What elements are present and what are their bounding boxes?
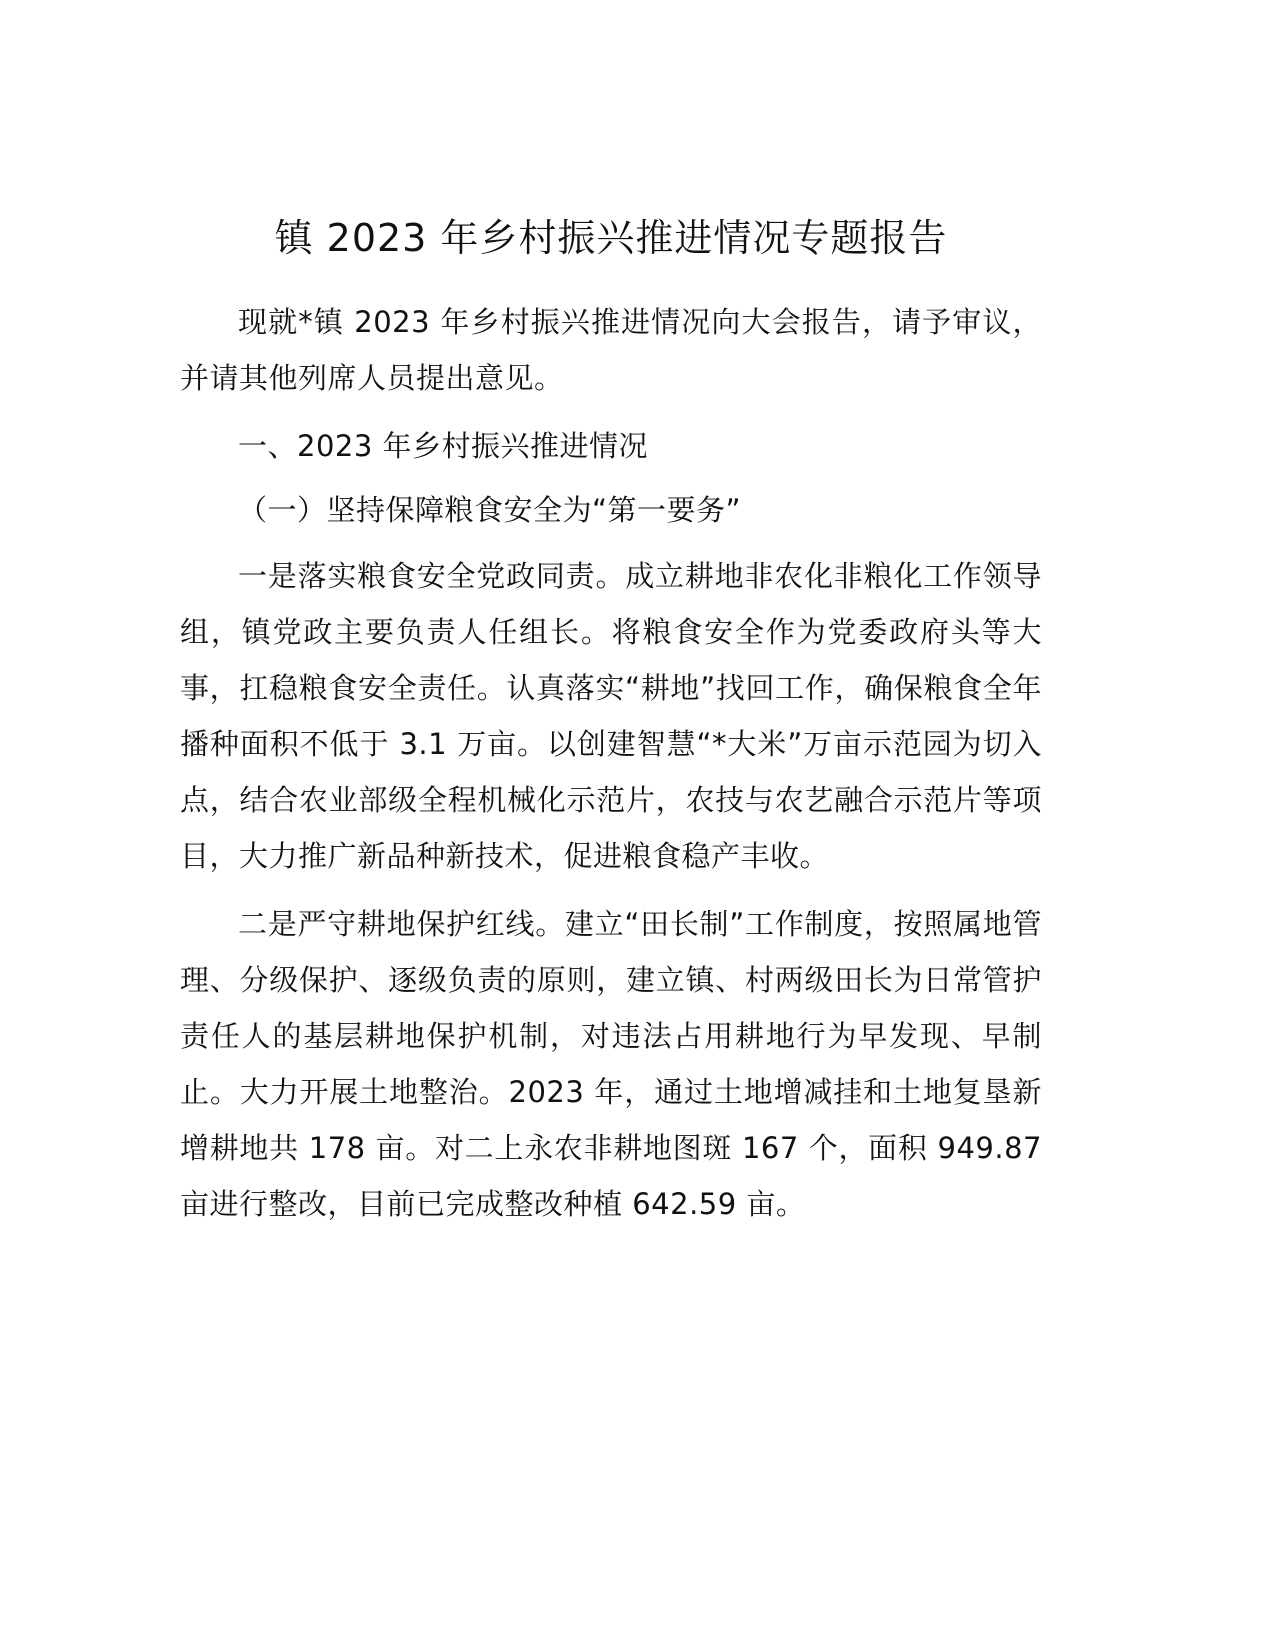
paragraph-farmland-protection: 二是严守耕地保护红线。建立“田长制”工作制度，按照属地管理、分级保护、逐级负责的原则，建立镇、村两级田长为日常管护责任人的基层耕地保护机制，对违法占用耕地行为早发现、早制止。大力开展土地整治。2023 年，通过土地增减挂和土地复垦新增耕地共 178 亩。对二上永农非耕地图斑 167 个，面积 949.87 亩进行整改，目前已完成整改种植 642.59 亩。	[180, 907, 1042, 1221]
subsection-1-heading: （一）坚持保障粮食安全为“第一要务”	[238, 493, 742, 527]
intro-paragraph: 现就*镇 2023 年乡村振兴推进情况向大会报告，请予审议，并请其他列席人员提出意见。	[180, 305, 1042, 395]
section-1-heading: 一、2023 年乡村振兴推进情况	[238, 429, 649, 463]
document-title: 镇 2023 年乡村振兴推进情况专题报告	[274, 216, 948, 260]
paragraph-grain-security: 一是落实粮食安全党政同责。成立耕地非农化非粮化工作领导组，镇党政主要负责人任组长。将粮食安全作为党委政府头等大事，扛稳粮食安全责任。认真落实“耕地”找回工作，确保粮食全年播种面积不低于 3.1 万亩。以创建智慧“*大米”万亩示范园为切入点，结合农业部级全程机械化示范片，农技与农艺融合示范片等项目，大力推广新品种新技术，促进粮食稳产丰收。	[180, 559, 1042, 873]
document-body	[180, 210, 1042, 1232]
